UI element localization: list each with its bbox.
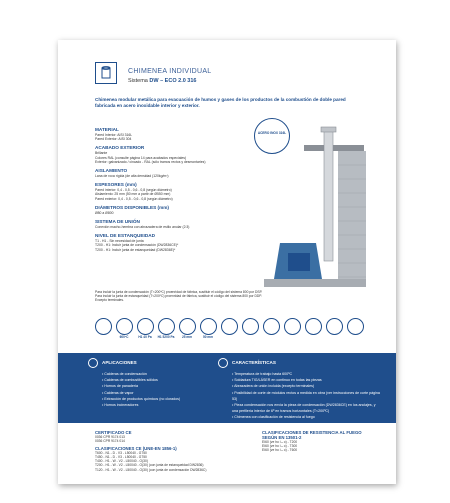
applications-list — [102, 371, 222, 408]
fire-icon — [242, 318, 259, 335]
section-line: Pared Interior: AISI 316L — [95, 133, 133, 137]
brick-wall — [338, 151, 366, 287]
heat-icon — [116, 318, 133, 335]
application-item: • Hornos de panadería — [102, 383, 222, 389]
application-item: • Hornos incineradores — [102, 402, 222, 408]
fire-heading: CLASIFICACIONES DE RESISTENCIA AL FUEGO SEGÚN EN 13501-2 — [262, 430, 362, 440]
note-line: Para incluir la junta de condensación (T<200ºC) proenridad de fábrica, sustituir el código del sistema 800 por DSP. — [95, 290, 263, 294]
pellet-icon — [305, 318, 322, 335]
roof-slab — [304, 145, 364, 151]
section-line: Pared interior: 0,4 - 0,5 - 0,6 - 0,8 (según diámetro) — [95, 188, 172, 193]
ring-icon — [158, 318, 175, 335]
ce-class-line: T400 - H1 - W - V2 - L50040 - O(30) — [95, 459, 148, 464]
feature-item: • Abrazadera de unión incluida (excepto terminales) — [232, 383, 382, 389]
note-line: Excepto terminales. — [95, 298, 124, 303]
gap-icon — [200, 318, 217, 335]
icon-label: 600ºC — [119, 335, 129, 339]
section-line: Ø80 a Ø800 — [95, 210, 114, 215]
boiler-front — [288, 253, 310, 271]
certifications — [95, 430, 245, 472]
section-heading: DIÁMETROS DISPONIBLES (mm) — [95, 204, 169, 210]
section-heading: AISLAMIENTO — [95, 168, 128, 174]
subtitle-model: DW – ECO 2.0 316 — [149, 78, 197, 84]
wood-icon — [263, 318, 280, 335]
section-line: T1 - H1 - Sin necesidad de junta — [95, 239, 144, 244]
tools-icon — [88, 358, 98, 368]
feature-item: • Posibilidad de corte de módulos rectos a medida en obra (ver instrucciones de corte página 53) — [232, 390, 382, 402]
ring-icon — [137, 318, 154, 335]
drop-icon — [326, 318, 343, 335]
icon-label: 25 mm — [181, 335, 193, 339]
fire-line: EI60 (ve ho i↔o) - T200 — [262, 440, 298, 444]
feature-item: • Pieza condensación nos envía la pieza de condensación (DW2836CE) en los anclajes, y una perfilería interior de 6º en tramos horizontales (T<200ºC) — [232, 402, 382, 414]
subtitle-prefix: Sistema — [128, 78, 148, 84]
section-heading: SISTEMA DE UNIÓN — [95, 219, 140, 225]
fire-line: EI60 (ve ho i↔o) - T300 — [262, 444, 298, 449]
application-item: • Calderas de vapor — [102, 390, 222, 396]
feature-item: • Chimenea con clasificación de resistencia al fuego — [232, 414, 382, 420]
section-line: Pared exterior: 0,4 - 0,5 - 0,6 - 0,8 (según diámetro) — [95, 196, 173, 201]
chimney-logo-icon — [95, 62, 117, 84]
section-line: T200 - H1: Incluir junta de estanqueidad (DW2836E)* — [95, 247, 176, 252]
steel-badge — [254, 118, 290, 154]
section-heading: ESPESORES (mm) — [95, 182, 137, 188]
icon-label: H1 40 Pa — [138, 335, 152, 339]
fire-lines — [262, 440, 372, 452]
feature-item: • Temperatura de trabajo hasta 600ºC — [232, 371, 382, 377]
icon-label: H1 5200 Pa — [157, 335, 175, 339]
gas-icon — [221, 318, 238, 335]
fire-line: EI60 (ve ho i↔o) - T600 — [262, 448, 298, 453]
icon-label: 50 mm — [202, 335, 214, 339]
product-sheet — [58, 40, 396, 484]
ce-classes-lines — [95, 451, 245, 471]
gear-icon — [218, 358, 228, 368]
certified-heading: CERTIFICADO CE — [95, 430, 132, 435]
section-line: Exterior: galvanizado / cincado - RAL (sólo tramos rectos y desmontaries) — [95, 159, 206, 164]
section-line: Pared Exterior: AISI 304 — [95, 137, 132, 142]
ce-classes-heading: CLASIFICACIONES CE (UNE-EN 1856-1) — [95, 446, 177, 452]
feature-item: • Soldadura TIG/LÁSER en continuo en todas las piezas — [232, 377, 382, 383]
page-subtitle — [128, 78, 196, 84]
applications-heading: APLICACIONES — [102, 360, 137, 365]
certified-lines — [95, 435, 245, 443]
ce-class-line: T450 - N1 - D - V3 - L50040 - G750 — [95, 455, 147, 460]
section-line: Colores RAL (consulte página 14 para acabados especiales) — [95, 155, 187, 160]
chimney-pipe — [324, 131, 333, 261]
certified-line: 0036 CPR 9174 014 — [95, 439, 125, 444]
spec-column — [95, 123, 270, 252]
features-list — [232, 371, 382, 421]
badge-label: ACERO INOX 316L — [257, 131, 287, 135]
section-heading: MATERIAL — [95, 127, 119, 132]
fire-resistance — [262, 430, 372, 452]
application-item: • Calderas de combustibles sólidos — [102, 377, 222, 383]
ce-class-line: T120 - H1 - W - V2 - L50040 - O(30) (con junta de condensación DW2836C) — [95, 467, 207, 472]
section-line: Brillante — [95, 151, 108, 156]
section-line: Conexión macho-hembra con abrazadera de estilo anular (2:3) — [95, 225, 190, 230]
certified-line: 0036 CPR 9174 013 — [95, 435, 125, 439]
ce-class-line: T600 - N1 - D - V3 - L50040 - G750 — [95, 451, 147, 456]
application-item: • Extracción de productos químicos (no clorados) — [102, 396, 222, 402]
tools-icon — [347, 318, 364, 335]
section-heading: NIVEL DE ESTANQUEIDAD — [95, 233, 155, 239]
section-heading: ACABADO EXTERIOR — [95, 145, 145, 151]
intro-text: Chimenea modular metálica para evacuación de humos y gases de los productos de la combustión de doble pared fabricada en acero inoxidable interior y exterior. — [95, 97, 346, 108]
floor — [264, 279, 366, 287]
ce-class-line: T200 - H1 - W - V2 - L50040 - O(30) (con junta de estanqueidad DW2836) — [95, 463, 204, 468]
temperature-icon — [95, 318, 112, 335]
features-heading: CARACTERÍSTICAS — [232, 360, 276, 365]
page-title: CHIMENEA INDIVIDUAL — [128, 68, 212, 75]
note-line: Para incluir la junta de estanqueidad (T<200ºC) proenridad de fábrica, sustituir el código del sistema 800 por DDP. — [95, 294, 262, 299]
oil-icon — [284, 318, 301, 335]
junta-note — [95, 290, 365, 303]
application-item: • Calderas de condensación — [102, 371, 222, 377]
chimney-cap — [321, 127, 336, 132]
applications-band — [58, 353, 396, 423]
section-line: T200 - H1: Incluir junta de condensación (DW2836CE)* — [95, 243, 179, 248]
section-line: Lana de roca rígida (de alta densidad (120kg/m³) — [95, 174, 169, 179]
gap-icon — [179, 318, 196, 335]
property-icons — [95, 318, 365, 346]
section-line: Aislamiento: 25 mm (50 mm a partir de Ø550 mm) — [95, 192, 171, 197]
